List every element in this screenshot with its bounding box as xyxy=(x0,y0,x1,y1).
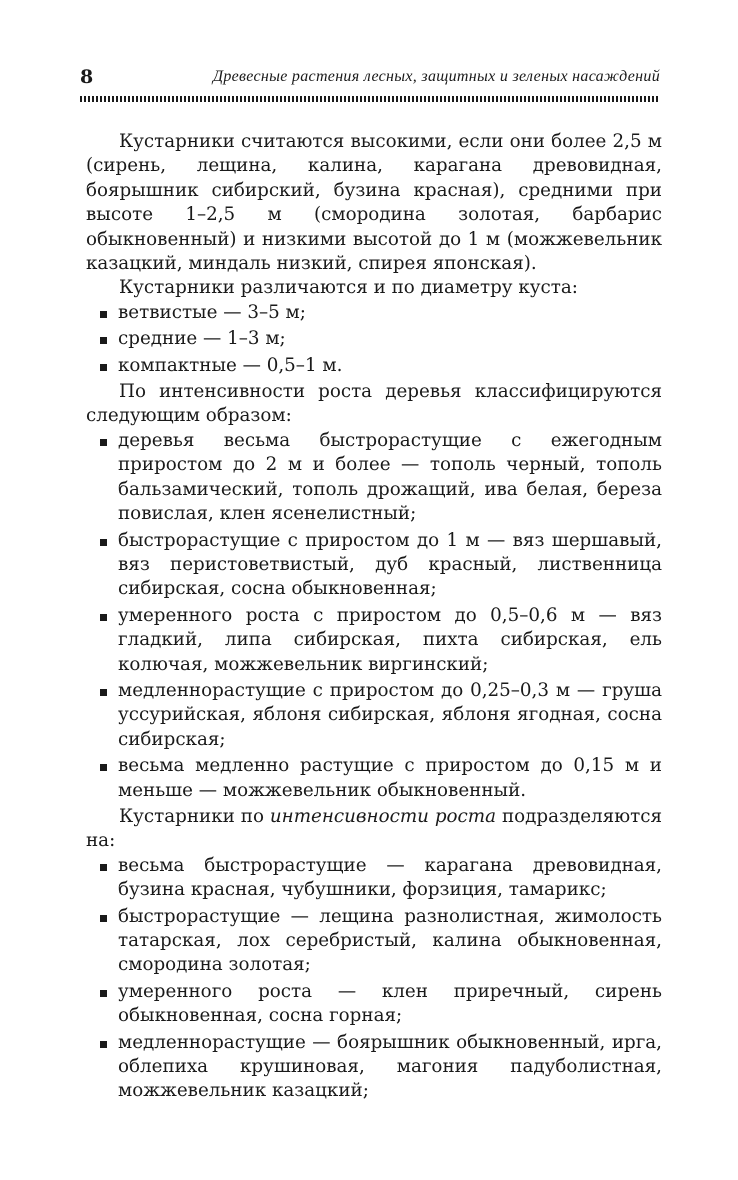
list-item: деревья весьма быстрорастущие с ежегодным приростом до 2 м и более — тополь черный, тополь бальзамический, тополь дрожащий, ива белая, береза повислая, клен ясенелистный; xyxy=(86,429,662,527)
bullet-icon xyxy=(100,364,107,371)
list-item: весьма быстрорастущие — карагана древовидная, бузина красная, чубушники, форзиция, тамарикс; xyxy=(86,854,662,903)
bullet-icon xyxy=(100,990,107,997)
bullet-icon xyxy=(100,1041,107,1048)
bullet-icon xyxy=(100,337,107,344)
list-item: ветвистые — 3–5 м; xyxy=(86,301,662,325)
bullet-icon xyxy=(100,439,107,446)
list-item: медленнорастущие с приростом до 0,25–0,3 м — груша уссурийская, яблоня сибирская, яблоня ягодная, сосна сибирская; xyxy=(86,679,662,752)
list-item: медленнорастущие — боярышник обыкновенный, ирга, облепиха крушиновая, магония падуболистная, можжевельник казацкий; xyxy=(86,1031,662,1104)
list-item: быстрорастущие — лещина разнолистная, жимолость татарская, лох серебристый, калина обыкновенная, смородина золотая; xyxy=(86,905,662,978)
list-item: компактные — 0,5–1 м. xyxy=(86,354,662,378)
running-title: Древесные растения лесных, защитных и зеленых насаждений xyxy=(212,68,660,85)
list-item: весьма медленно растущие с приростом до 0,15 м и меньше — можжевельник обыкновенный. xyxy=(86,754,662,803)
bullet-icon xyxy=(100,764,107,771)
paragraph-bush-diameter: Кустарники различаются и по диаметру куста: xyxy=(119,277,578,299)
header-rule xyxy=(80,96,660,102)
paragraph-tree-growth: По интенсивности роста деревья классифицируются следующим образом: xyxy=(86,381,662,427)
paragraph-shrub-height: Кустарники считаются высокими, если они более 2,5 м (сирень, лещина, калина, карагана древовидная, боярышник сибирский, бузина красная), средними при высоте 1–2,5 м (смородина золотая, барбарис обыкновенный) и низкими высотой до 1 м (можжевельник казацкий, миндаль низкий, спирея японская). xyxy=(86,131,662,275)
bullet-icon xyxy=(100,864,107,871)
bullet-icon xyxy=(100,311,107,318)
paragraph-shrub-growth: Кустарники по интенсивности роста подразделяются на: xyxy=(86,805,663,852)
list-tree-growth xyxy=(86,429,662,803)
list-bush-diameter xyxy=(86,301,662,378)
body-text xyxy=(86,130,662,1106)
list-item: быстрорастущие с приростом до 1 м — вяз шершавый, вяз перистоветвистый, дуб красный, лиственница сибирская, сосна обыкновенная; xyxy=(86,529,662,602)
list-item: средние — 1–3 м; xyxy=(86,327,662,351)
page-header xyxy=(80,66,660,96)
page-number: 8 xyxy=(80,66,94,88)
list-item: умеренного роста с приростом до 0,5–0,6 м — вяз гладкий, липа сибирская, пихта сибирская, ель колючая, можжевельник виргинский; xyxy=(86,604,662,677)
bullet-icon xyxy=(100,689,107,696)
emphasis: интенсивности роста xyxy=(269,805,497,827)
bullet-icon xyxy=(100,539,107,546)
bullet-icon xyxy=(100,915,107,922)
bullet-icon xyxy=(100,614,107,621)
list-item: умеренного роста — клен приречный, сирень обыкновенная, сосна горная; xyxy=(86,980,662,1029)
list-shrub-growth xyxy=(86,854,662,1104)
